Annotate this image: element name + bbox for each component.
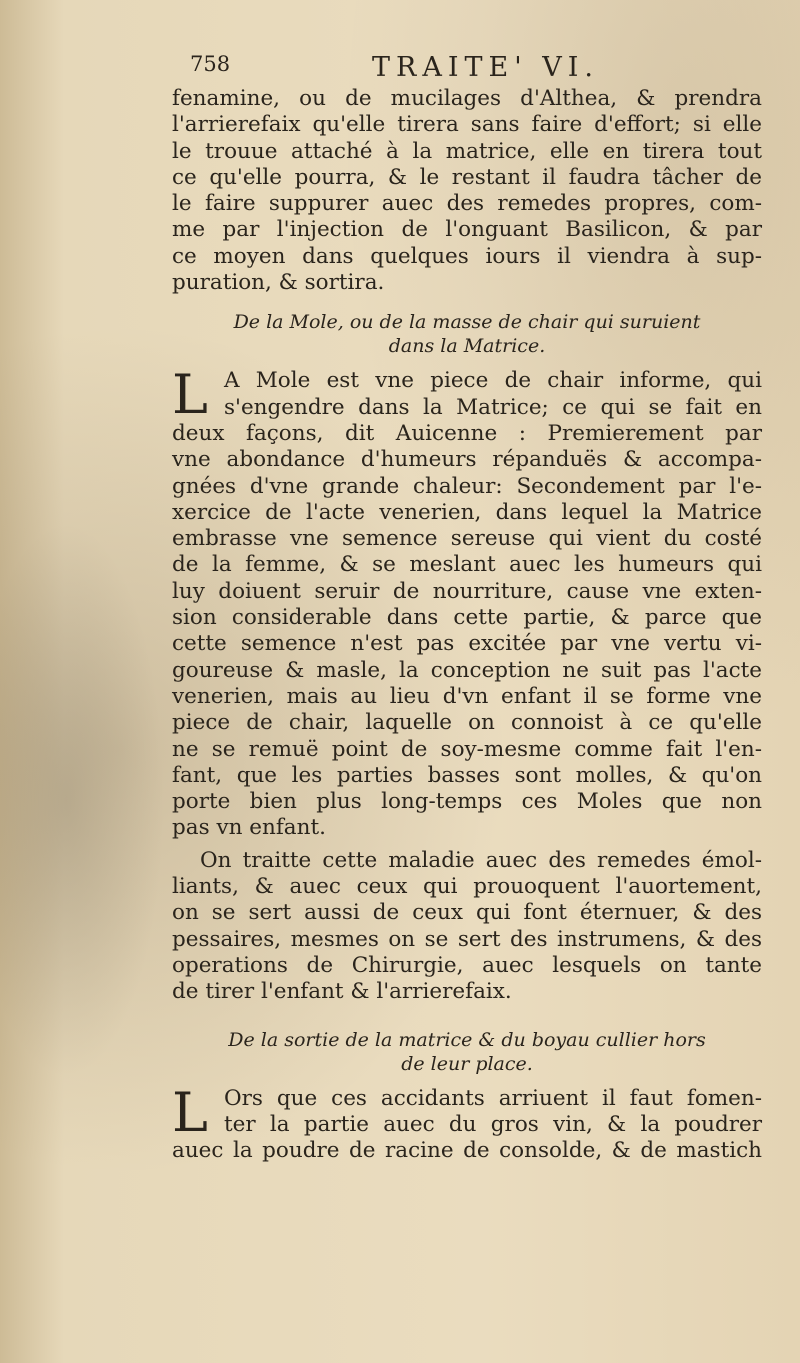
text-line: s'engendre dans la Matrice; ce qui se fait en xyxy=(224,394,762,420)
text-line: ne se remuë point de soy-mesme comme fait l'en- xyxy=(172,736,762,762)
text-line: deux façons, dit Auicenne : Premierement par xyxy=(172,420,762,446)
paragraph-continued xyxy=(172,86,762,296)
running-head xyxy=(172,52,762,86)
text-line: ce qu'elle pourra, & le restant il faudra tâcher de xyxy=(172,164,762,190)
text-line: venerien, mais au lieu d'vn enfant il se forme vne xyxy=(172,683,762,709)
heading-line: de leur place. xyxy=(401,1052,533,1075)
drop-cap: L xyxy=(172,1080,208,1144)
text-line: On traitte cette maladie auec des remedes émol- xyxy=(200,847,762,873)
text-line: de la femme, & se meslant auec les humeurs qui xyxy=(172,552,762,578)
paragraph-mole xyxy=(172,363,762,841)
heading-line: dans la Matrice. xyxy=(388,335,546,358)
paragraph-treatment xyxy=(172,848,762,1006)
text-line: fant, que les parties basses sont molles, & qu'on xyxy=(172,762,762,788)
text-line: l'arrierefaix qu'elle tirera sans faire d'effort; si elle xyxy=(172,112,762,138)
paragraph-sortie xyxy=(172,1080,762,1165)
text-line: le trouue attaché à la matrice, elle en tirera tout xyxy=(172,138,762,164)
text-line: liants, & auec ceux qui prouoquent l'auortement, xyxy=(172,874,762,900)
text-line: de tirer l'enfant & l'arrierefaix. xyxy=(172,979,512,1005)
text-line: xercice de l'acte venerien, dans lequel la Matrice xyxy=(172,499,762,525)
text-line: A Mole est vne piece de chair informe, qui xyxy=(224,368,762,394)
text-line: piece de chair, laquelle on connoist à ce qu'elle xyxy=(172,710,762,736)
text-line: embrasse vne semence sereuse qui vient du costé xyxy=(172,526,762,552)
text-line: le faire suppurer auec des remedes propres, com- xyxy=(172,191,762,217)
text-line: goureuse & masle, la conception ne suit pas l'acte xyxy=(172,657,762,683)
text-line: luy doiuent seruir de nourriture, cause vne exten- xyxy=(172,578,762,604)
text-line: ce moyen dans quelques iours il viendra à sup- xyxy=(172,243,762,269)
drop-cap: L xyxy=(172,363,208,427)
text-line: gnées d'vne grande chaleur: Secondement par l'e- xyxy=(172,473,762,499)
heading-line: De la sortie de la matrice & du boyau cullier hors xyxy=(228,1028,706,1051)
text-line: ter la partie auec du gros vin, & la poudrer xyxy=(224,1111,762,1137)
page-number: 758 xyxy=(190,52,231,76)
section-heading-sortie xyxy=(172,1028,762,1076)
section-heading-mole xyxy=(172,310,762,358)
text-block xyxy=(172,52,762,1164)
text-line: sion considerable dans cette partie, & parce que xyxy=(172,605,762,631)
heading-line: De la Mole, ou de la masse de chair qui suruient xyxy=(233,311,701,334)
text-line: auec la poudre de racine de consolde, & de mastich xyxy=(172,1138,762,1164)
text-line: puration, & sortira. xyxy=(172,270,385,296)
text-line: cette semence n'est pas excitée par vne vertu vi- xyxy=(172,631,762,657)
text-line: Ors que ces accidants arriuent il faut fomen- xyxy=(224,1085,762,1111)
chapter-title: TRAITE' VI. xyxy=(372,52,599,83)
text-line: fenamine, ou de mucilages d'Althea, & prendra xyxy=(172,86,762,111)
text-line: pessaires, mesmes on se sert des instrumens, & des xyxy=(172,926,762,952)
text-line: me par l'injection de l'onguant Basilicon, & par xyxy=(172,217,762,243)
ink-bleed-through xyxy=(0,520,165,1080)
text-line: pas vn enfant. xyxy=(172,815,326,841)
text-line: porte bien plus long-temps ces Moles que non xyxy=(172,789,762,815)
text-line: on se sert aussi de ceux qui font éternuer, & des xyxy=(172,900,762,926)
text-line: operations de Chirurgie, auec lesquels on tante xyxy=(172,952,762,978)
text-line: vne abondance d'humeurs répanduës & accompa- xyxy=(172,447,762,473)
